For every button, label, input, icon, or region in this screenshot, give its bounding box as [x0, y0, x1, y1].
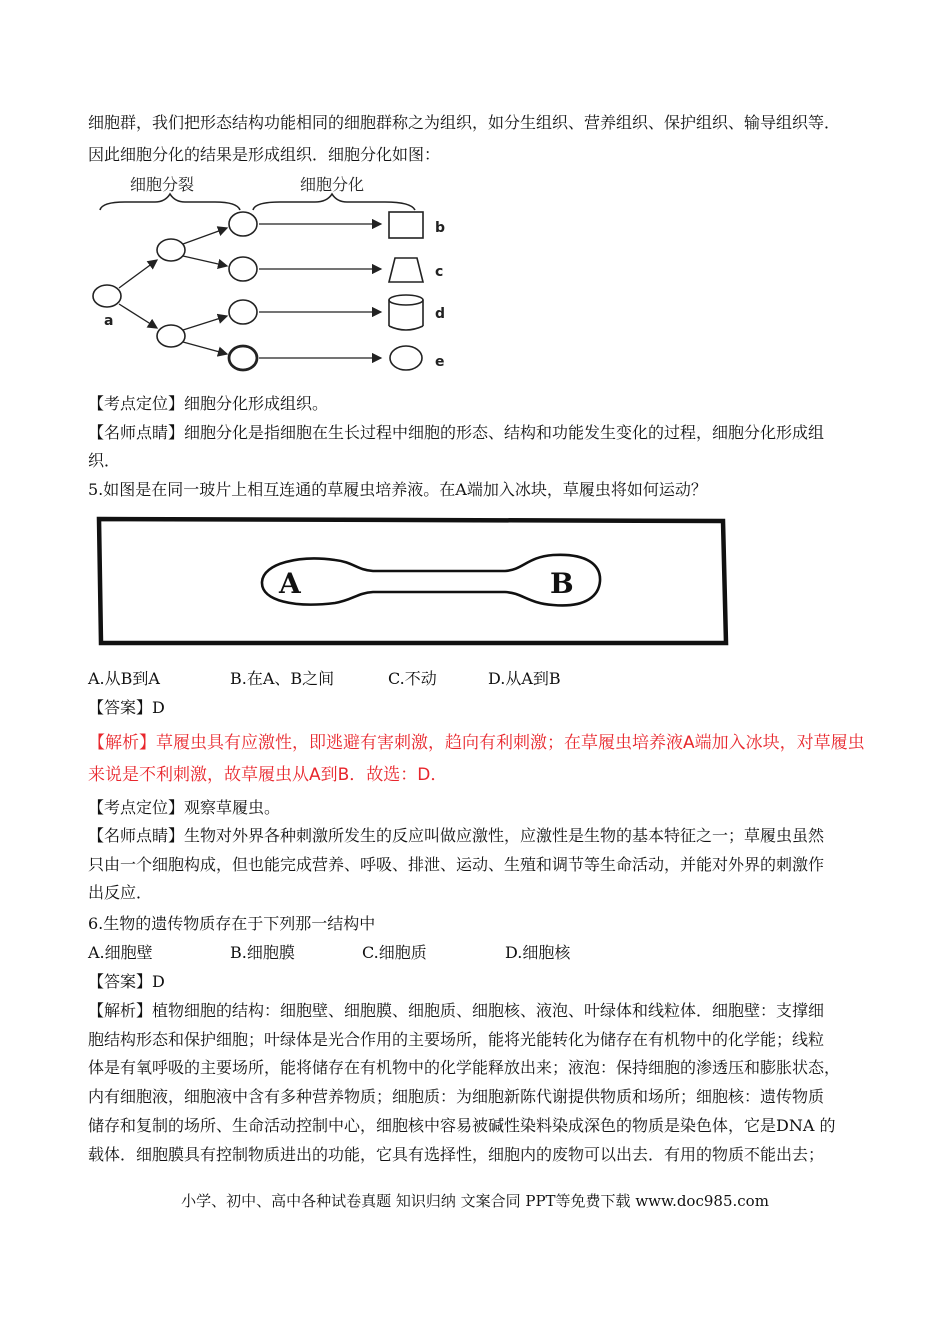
brace-division	[100, 194, 240, 210]
q5-answer: 【答案】D	[88, 698, 165, 717]
q4-tip-line-1: 【名师点睛】细胞分化是指细胞在生长过程中细胞的形态、结构和功能发生变化的过程，细胞分化形成组	[88, 423, 825, 442]
q6-analysis-line-3: 体是有氧呼吸的主要场所，能将储存在有机物中的化学能释放出来；液泡：保持细胞的渗透压和膨胀状态，	[88, 1058, 841, 1077]
cell-a	[93, 285, 121, 307]
q5-option-b: B.在A、B之间	[230, 669, 335, 688]
q6-option-d: D.细胞核	[505, 943, 571, 962]
cell-3	[229, 300, 257, 324]
brace-differentiation	[253, 194, 415, 210]
label-differentiation: 细胞分化	[300, 175, 365, 194]
label-a-end: A	[279, 567, 301, 600]
intro-line-1: 细胞群，我们把形态结构功能相同的细胞群称之为组织，如分生组织、营养组织、保护组织、输导组织等．	[88, 113, 841, 132]
cell-upper	[157, 239, 185, 261]
label-a: a	[104, 313, 114, 329]
q6-answer: 【答案】D	[88, 972, 165, 991]
cell-d-cylinder	[389, 295, 423, 330]
q6-option-c: C.细胞质	[362, 943, 427, 962]
label-division: 细胞分裂	[130, 175, 195, 194]
q5-tip-line-3: 出反应．	[88, 883, 153, 902]
q6-analysis-line-5: 储存和复制的场所、生命活动控制中心，细胞核中容易被碱性染料染成深色的物质是染色体，它是DNA 的	[88, 1116, 836, 1135]
q6-option-b: B.细胞膜	[230, 943, 295, 962]
label-c: c	[435, 264, 444, 280]
q5-option-c: C.不动	[388, 669, 437, 688]
q5-analysis-line-2: 来说是不利刺激，故草履虫从A到B．故选：D．	[88, 765, 448, 785]
q6-question: 6.生物的遗传物质存在于下列那一结构中	[88, 914, 376, 933]
label-e: e	[435, 354, 445, 370]
q6-option-a: A.细胞壁	[88, 943, 153, 962]
q4-tip-line-2: 织．	[88, 451, 121, 470]
q5-option-d: D.从A到B	[488, 669, 561, 688]
page-footer: 小学、初中、高中各种试卷真题 知识归纳 文案合同 PPT等免费下载 www.doc985.com	[181, 1192, 769, 1210]
label-b-end: B	[550, 567, 574, 600]
q6-analysis-line-1: 【解析】植物细胞的结构：细胞壁、细胞膜、细胞质、细胞核、液泡、叶绿体和线粒体．细胞壁：支撑细	[88, 1001, 825, 1020]
cell-c-trapezoid	[389, 258, 423, 282]
cell-4	[229, 346, 257, 370]
cell-differentiation-diagram	[85, 168, 455, 380]
intro-line-2: 因此细胞分化的结果是形成组织．细胞分化如图：	[88, 145, 441, 164]
q5-option-a: A.从B到A	[88, 669, 160, 688]
cell-1	[229, 212, 257, 236]
paramecium-slide-diagram	[95, 515, 730, 651]
q5-tip-line-2: 只由一个细胞构成，但也能完成营养、呼吸、排泄、运动、生殖和调节等生命活动，并能对外界的刺激作	[88, 855, 825, 874]
q5-question: 5.如图是在同一玻片上相互连通的草履虫培养液。在A端加入冰块，草履虫将如何运动？	[88, 480, 707, 499]
q5-analysis-line-1: 【解析】草履虫具有应激性，即逃避有害刺激，趋向有利刺激；在草履虫培养液A端加入冰块，对草履虫	[88, 733, 865, 753]
cell-2	[229, 257, 257, 281]
q5-tip-line-1: 【名师点睛】生物对外界各种刺激所发生的反应叫做应激性，应激性是生物的基本特征之一；草履虫虽然	[88, 826, 825, 845]
q6-analysis-line-2: 胞结构形态和保护细胞；叶绿体是光合作用的主要场所，能将光能转化为储存在有机物中的化学能；线粒	[88, 1030, 825, 1049]
label-d: d	[435, 306, 446, 322]
q4-point: 【考点定位】细胞分化形成组织。	[88, 394, 329, 413]
slide-frame	[99, 519, 726, 643]
cell-b-square	[389, 212, 423, 238]
label-b: b	[435, 220, 446, 236]
q5-point: 【考点定位】观察草履虫。	[88, 798, 281, 817]
cell-e-oval	[390, 346, 422, 370]
q6-analysis-line-6: 载体．细胞膜具有控制物质进出的功能，它具有选择性，细胞内的废物可以出去．有用的物质不能出去；	[88, 1145, 825, 1164]
cell-lower	[157, 325, 185, 347]
q6-analysis-line-4: 内有细胞液，细胞液中含有多种营养物质；细胞质：为细胞新陈代谢提供物质和场所；细胞核：遗传物质	[88, 1087, 825, 1106]
